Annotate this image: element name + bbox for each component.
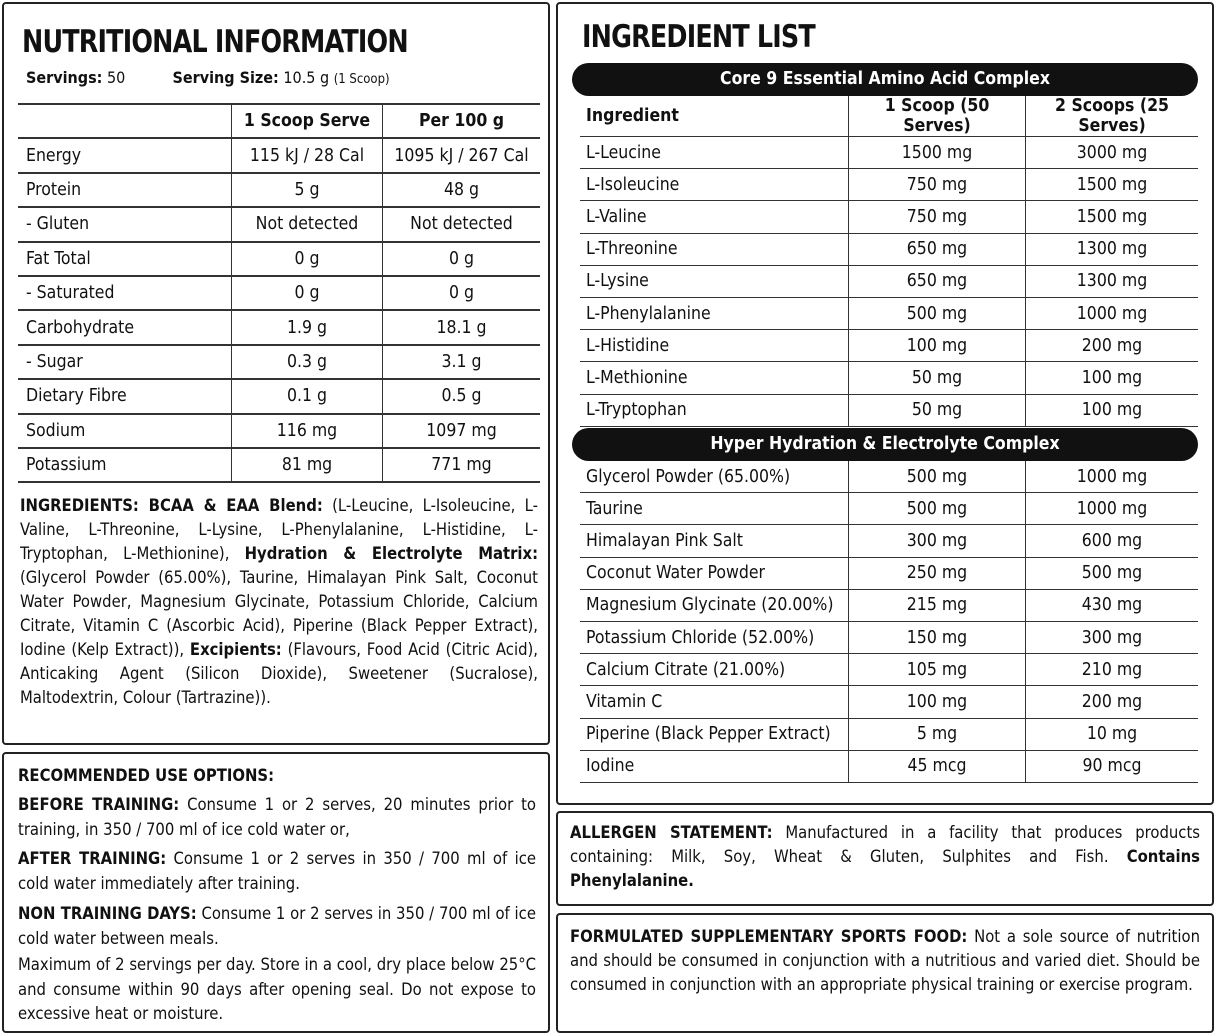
- table-row: [580, 394, 1198, 426]
- complex-header-hydration: Hyper Hydration & Electrolyte Complex: [572, 428, 1198, 461]
- nutrient-name: - Sugar: [18, 345, 232, 379]
- ingredient-name: L-Leucine: [580, 137, 849, 169]
- header-ingredient: Ingredient: [580, 96, 849, 137]
- ingredient-two-scoops: 1000 mg: [1026, 461, 1199, 493]
- storage-paragraph: Maximum of 2 servings per day. Store in a cool, dry place below 25°C and consume within 90 days after opening seal. Do not expose to excessive heat or moisture.: [18, 955, 536, 1023]
- nutrition-header-100g: Per 100 g: [383, 104, 541, 138]
- servings-value: 50: [107, 68, 126, 87]
- ingredient-name: Piperine (Black Pepper Extract): [580, 718, 849, 750]
- ingredient-two-scoops: 1000 mg: [1026, 297, 1199, 329]
- nutrient-per-serve: 0.3 g: [232, 345, 383, 379]
- ingredient-two-scoops: 1500 mg: [1026, 201, 1199, 233]
- ingredient-two-scoops: 1000 mg: [1026, 493, 1199, 525]
- nutrient-name: Protein: [18, 173, 232, 207]
- nutrient-per-100g: 0 g: [383, 242, 541, 276]
- amino-acid-table: [580, 96, 1198, 427]
- ingredient-two-scoops: 1500 mg: [1026, 169, 1199, 201]
- formulated-paragraph: [570, 925, 1200, 997]
- ingredient-one-scoop: 300 mg: [849, 525, 1026, 557]
- servings-label: Servings:: [26, 68, 103, 87]
- after-training-text: Consume 1 or 2 serves in 350 / 700 ml of ice cold water immediately after training.: [18, 849, 536, 893]
- ingredient-header-row: [580, 96, 1198, 137]
- ingredient-one-scoop: 500 mg: [849, 297, 1026, 329]
- allergen-paragraph: [570, 821, 1200, 893]
- ingredient-one-scoop: 45 mcg: [849, 750, 1026, 782]
- formulated-panel: [556, 913, 1214, 1033]
- recommended-use-panel: [2, 752, 550, 1033]
- ingredient-two-scoops: 1300 mg: [1026, 265, 1199, 297]
- ingredient-one-scoop: 500 mg: [849, 493, 1026, 525]
- non-training-text: Consume 1 or 2 serves in 350 / 700 ml of ice cold water between meals.: [18, 904, 536, 948]
- after-training-paragraph: [18, 847, 536, 896]
- table-row: [580, 233, 1198, 265]
- ingredient-two-scoops: 1300 mg: [1026, 233, 1199, 265]
- nutrient-name: Potassium: [18, 448, 232, 482]
- allergen-text: Manufactured in a facility that produces products containing: Milk, Soy, Wheat & Gluten, Sulphites and Fish.: [570, 823, 1200, 866]
- serving-size-label: Serving Size:: [172, 68, 279, 87]
- before-training-label: BEFORE TRAINING:: [18, 795, 180, 814]
- ingredient-two-scoops: 10 mg: [1026, 718, 1199, 750]
- ingredient-name: L-Valine: [580, 201, 849, 233]
- table-row: [580, 169, 1198, 201]
- excipients-label: Excipients:: [189, 640, 282, 659]
- table-row: [580, 201, 1198, 233]
- ingredient-one-scoop: 150 mg: [849, 621, 1026, 653]
- header-two-scoops: 2 Scoops (25 Serves): [1026, 96, 1199, 137]
- nutrition-header-row: [18, 104, 540, 138]
- serving-size-note: (1 Scoop): [333, 72, 390, 87]
- table-row: [18, 448, 540, 482]
- ingredient-name: Vitamin C: [580, 686, 849, 718]
- ingredient-list-panel: [556, 2, 1214, 805]
- ingredient-one-scoop: 105 mg: [849, 654, 1026, 686]
- ingredient-two-scoops: 100 mg: [1026, 362, 1199, 394]
- ingredient-two-scoops: 210 mg: [1026, 654, 1199, 686]
- table-row: [18, 207, 540, 241]
- table-row: [18, 345, 540, 379]
- before-training-text: Consume 1 or 2 serves, 20 minutes prior to training, in 350 / 700 ml of ice cold water or,: [18, 795, 536, 839]
- nutrient-per-serve: 1.9 g: [232, 310, 383, 344]
- nutrient-per-100g: 3.1 g: [383, 345, 541, 379]
- ingredient-one-scoop: 5 mg: [849, 718, 1026, 750]
- table-row: [580, 461, 1198, 493]
- ingredient-name: Himalayan Pink Salt: [580, 525, 849, 557]
- ingredient-two-scoops: 3000 mg: [1026, 137, 1199, 169]
- nutrient-per-100g: 1095 kJ / 267 Cal: [383, 138, 541, 172]
- table-row: [580, 654, 1198, 686]
- nutrition-header-blank: [18, 104, 232, 138]
- ingredients-excipients-text: (Flavours, Food Acid (Citric Acid), Anticaking Agent (Silicon Dioxide), Sweetener (Sucralose), Maltodextrin, Colour (Tartrazine)).: [20, 640, 539, 707]
- recommended-title: [18, 764, 536, 789]
- ingredient-name: L-Tryptophan: [580, 394, 849, 426]
- ingredient-name: L-Phenylalanine: [580, 297, 849, 329]
- nutrient-per-serve: 0.1 g: [232, 379, 383, 413]
- ingredient-two-scoops: 430 mg: [1026, 589, 1199, 621]
- nutrient-per-serve: 116 mg: [232, 414, 383, 448]
- table-row: [580, 718, 1198, 750]
- nutrient-name: Dietary Fibre: [18, 379, 232, 413]
- nutrient-name: Sodium: [18, 414, 232, 448]
- ingredient-one-scoop: 100 mg: [849, 330, 1026, 362]
- ingredient-one-scoop: 215 mg: [849, 589, 1026, 621]
- formulated-label: FORMULATED SUPPLEMENTARY SPORTS FOOD:: [570, 927, 968, 946]
- ingredient-two-scoops: 300 mg: [1026, 621, 1199, 653]
- nutrient-per-serve: 0 g: [232, 276, 383, 310]
- ingredient-name: L-Methionine: [580, 362, 849, 394]
- header-one-scoop: 1 Scoop (50 Serves): [849, 96, 1026, 137]
- ingredient-name: Iodine: [580, 750, 849, 782]
- table-row: [580, 686, 1198, 718]
- nutrient-per-100g: 48 g: [383, 173, 541, 207]
- hydration-table: [580, 461, 1198, 783]
- ingredient-name: L-Lysine: [580, 265, 849, 297]
- nutrient-per-100g: 18.1 g: [383, 310, 541, 344]
- nutrient-per-100g: 0 g: [383, 276, 541, 310]
- allergen-panel: [556, 811, 1214, 906]
- table-row: [580, 621, 1198, 653]
- table-row: [18, 379, 540, 413]
- nutrient-per-100g: 771 mg: [383, 448, 541, 482]
- nutrient-per-serve: 5 g: [232, 173, 383, 207]
- ingredient-one-scoop: 650 mg: [849, 233, 1026, 265]
- ingredient-name: Taurine: [580, 493, 849, 525]
- nutrient-name: Energy: [18, 138, 232, 172]
- table-row: [18, 173, 540, 207]
- ingredients-paragraph: [20, 494, 538, 710]
- nutrient-name: Carbohydrate: [18, 310, 232, 344]
- nutrition-header-scoop: 1 Scoop Serve: [232, 104, 383, 138]
- table-row: [18, 138, 540, 172]
- ingredient-one-scoop: 100 mg: [849, 686, 1026, 718]
- nutrition-table: [18, 103, 540, 483]
- ingredient-one-scoop: 750 mg: [849, 169, 1026, 201]
- ingredient-name: L-Isoleucine: [580, 169, 849, 201]
- ingredient-name: L-Histidine: [580, 330, 849, 362]
- hydration-label: Hydration & Electrolyte Matrix:: [244, 544, 539, 563]
- ingredient-list-title: INGREDIENT LIST: [582, 19, 815, 55]
- nutrient-name: - Saturated: [18, 276, 232, 310]
- non-training-label: NON TRAINING DAYS:: [18, 904, 197, 923]
- ingredient-one-scoop: 650 mg: [849, 265, 1026, 297]
- ingredient-name: Calcium Citrate (21.00%): [580, 654, 849, 686]
- recommended-title-text: RECOMMENDED USE OPTIONS:: [18, 766, 275, 785]
- non-training-paragraph: [18, 902, 536, 951]
- nutrient-per-serve: 115 kJ / 28 Cal: [232, 138, 383, 172]
- ingredient-name: Potassium Chloride (52.00%): [580, 621, 849, 653]
- table-row: [580, 362, 1198, 394]
- ingredient-one-scoop: 50 mg: [849, 394, 1026, 426]
- ingredient-two-scoops: 90 mcg: [1026, 750, 1199, 782]
- formulated-text: Not a sole source of nutrition and should be consumed in conjunction with a nutritious and varied diet. Should be consumed in conjunction with an appropriate physical training or exercise program.: [570, 927, 1200, 994]
- ingredient-two-scoops: 600 mg: [1026, 525, 1199, 557]
- ingredient-name: Magnesium Glycinate (20.00%): [580, 589, 849, 621]
- table-row: [18, 276, 540, 310]
- nutrient-per-100g: 1097 mg: [383, 414, 541, 448]
- allergen-label: ALLERGEN STATEMENT:: [570, 823, 773, 842]
- table-row: [580, 750, 1198, 782]
- serving-size-value: 10.5 g: [283, 68, 330, 87]
- ingredient-one-scoop: 750 mg: [849, 201, 1026, 233]
- ingredients-hydration-text: (Glycerol Powder (65.00%), Taurine, Himalayan Pink Salt, Coconut Water Powder, Magnesium Glycinate, Potassium Chloride, Calcium Citrate, Vitamin C (Ascorbic Acid), Piperine (Black Pepper Extract), Iodine (Kelp Extract)),: [20, 568, 538, 659]
- allergen-contains: Contains Phenylalanine.: [570, 847, 1200, 890]
- nutrient-per-100g: 0.5 g: [383, 379, 541, 413]
- table-row: [580, 557, 1198, 589]
- table-row: [18, 310, 540, 344]
- ingredient-two-scoops: 200 mg: [1026, 330, 1199, 362]
- complex-header-amino: Core 9 Essential Amino Acid Complex: [572, 63, 1198, 96]
- nutrition-title: NUTRITIONAL INFORMATION: [22, 24, 408, 60]
- table-row: [580, 137, 1198, 169]
- ingredient-two-scoops: 500 mg: [1026, 557, 1199, 589]
- ingredient-one-scoop: 250 mg: [849, 557, 1026, 589]
- nutrient-per-serve: 0 g: [232, 242, 383, 276]
- after-training-label: AFTER TRAINING:: [18, 849, 167, 868]
- table-row: [18, 414, 540, 448]
- nutrient-per-serve: Not detected: [232, 207, 383, 241]
- ingredient-name: L-Threonine: [580, 233, 849, 265]
- before-training-paragraph: [18, 793, 536, 842]
- table-row: [580, 493, 1198, 525]
- ingredient-name: Glycerol Powder (65.00%): [580, 461, 849, 493]
- table-row: [580, 525, 1198, 557]
- table-row: [580, 589, 1198, 621]
- nutrient-name: Fat Total: [18, 242, 232, 276]
- ingredient-name: Coconut Water Powder: [580, 557, 849, 589]
- table-row: [580, 297, 1198, 329]
- ingredient-two-scoops: 100 mg: [1026, 394, 1199, 426]
- nutrient-per-100g: Not detected: [383, 207, 541, 241]
- ingredient-one-scoop: 50 mg: [849, 362, 1026, 394]
- ingredient-one-scoop: 500 mg: [849, 461, 1026, 493]
- servings-line: [26, 68, 390, 87]
- ingredients-bcaa-text: (L-Leucine, L-Isoleucine, L-Valine, L-Threonine, L-Lysine, L-Phenylalanine, L-Histidine, L-Tryptophan, L-Methionine),: [20, 496, 538, 563]
- table-row: [580, 265, 1198, 297]
- table-row: [18, 242, 540, 276]
- table-row: [580, 330, 1198, 362]
- nutrient-per-serve: 81 mg: [232, 448, 383, 482]
- nutrition-panel: [2, 2, 550, 745]
- ingredient-one-scoop: 1500 mg: [849, 137, 1026, 169]
- ingredients-label: INGREDIENTS: BCAA & EAA Blend:: [20, 496, 323, 515]
- nutrient-name: - Gluten: [18, 207, 232, 241]
- ingredient-two-scoops: 200 mg: [1026, 686, 1199, 718]
